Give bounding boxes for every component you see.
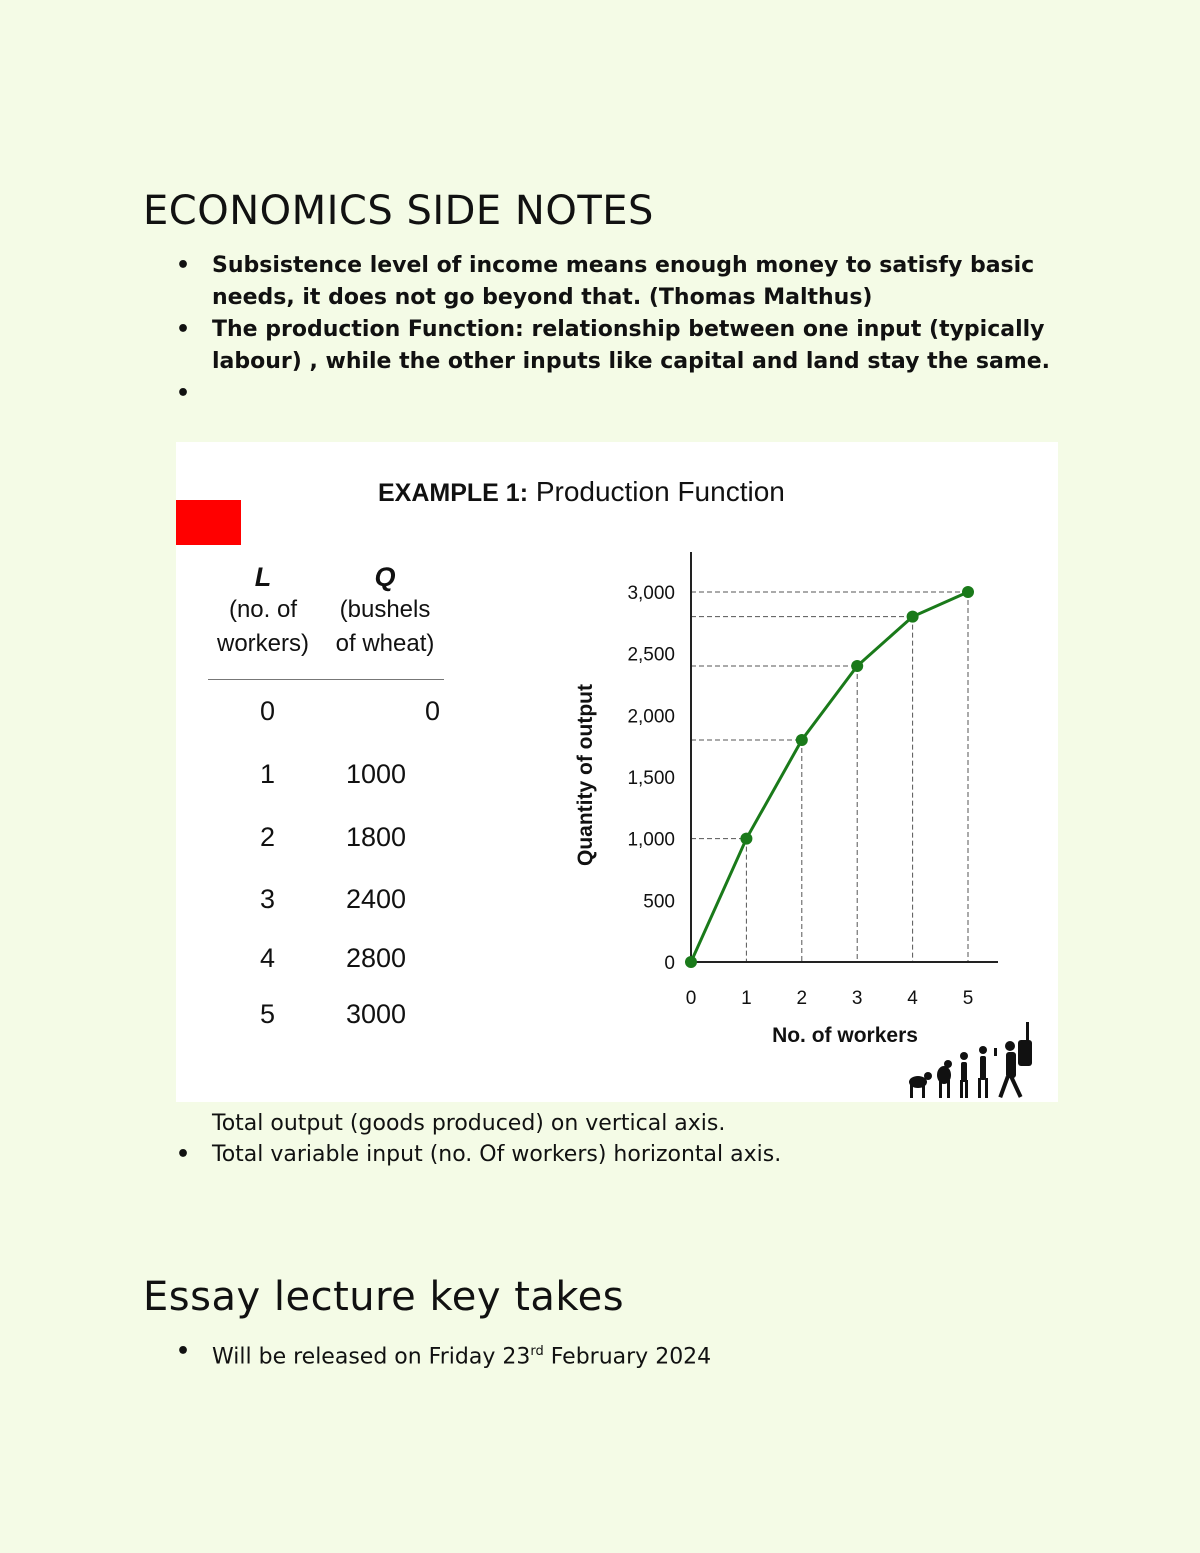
list-item (176, 1336, 711, 1372)
x-axis-label: No. of workers (772, 1024, 918, 1047)
production-chart (176, 442, 1058, 1102)
table-header-l-sub2: workers) (216, 630, 309, 657)
data-point (962, 586, 974, 598)
table-header-l-label: L (254, 562, 272, 592)
essay-list (176, 1336, 711, 1372)
figure-title-bold: EXAMPLE 1: (378, 479, 529, 507)
table-cell-q: 1800 (346, 822, 407, 852)
table-cell-l: 2 (260, 822, 276, 852)
list-item: • Total variable input (no. Of workers) horizontal axis. (176, 1139, 1076, 1170)
series-line (691, 592, 968, 962)
x-tick-label: 1 (741, 988, 752, 1009)
figure-title-rest: Production Function (535, 476, 785, 507)
data-point (796, 734, 808, 746)
data-point (740, 833, 752, 845)
y-tick-label: 0 (664, 953, 675, 974)
table-cell-q: 1000 (346, 759, 407, 789)
data-point (907, 611, 919, 623)
y-tick-label: 2,000 (627, 706, 675, 728)
y-axis-label: Quantity of output (574, 684, 597, 866)
table-cell-q: 3000 (346, 999, 407, 1029)
essay-date-text: Will be released on Friday 23 (212, 1344, 531, 1370)
x-tick-label: 3 (851, 988, 863, 1009)
x-tick-label: 4 (907, 988, 918, 1009)
essay-date-suffix: rd (530, 1344, 544, 1359)
evolution-silhouette-icon (906, 1020, 1046, 1102)
axis-notes (176, 1108, 1076, 1170)
y-tick-label: 500 (643, 891, 675, 913)
table-cell-q: 2800 (346, 943, 407, 973)
table-cell-l: 0 (260, 696, 276, 726)
data-point (851, 660, 863, 672)
list-item (176, 378, 1056, 410)
table-header-q-sub2: of wheat) (335, 630, 435, 657)
list-item: Total output (goods produced) on vertical axis. (212, 1111, 726, 1136)
page-title: ECONOMICS SIDE NOTES (143, 188, 654, 234)
table-header-q-sub1: (bushels (339, 596, 431, 623)
list-item: • Subsistence level of income means enough money to satisfy basic needs, it does not go beyond that. (Thomas Malthus) (176, 250, 1056, 314)
list-item: • The production Function: relationship between one input (typically labour) , while the other inputs like capital and land stay the same. (176, 314, 1056, 378)
y-tick-label: 1,000 (627, 829, 675, 851)
table-cell-l: 5 (260, 999, 276, 1029)
table-cell-l: 1 (260, 759, 276, 789)
table-header-l-sub1: (no. of (228, 596, 298, 623)
section-title: Essay lecture key takes (143, 1274, 625, 1320)
y-tick-label: 1,500 (627, 768, 675, 789)
table-cell-q: 2400 (346, 884, 407, 914)
production-function-figure (176, 442, 1058, 1102)
essay-date-rest: February 2024 (543, 1344, 712, 1370)
table-cell-q: 0 (424, 696, 440, 726)
notes-list (176, 250, 1056, 410)
table-cell-l: 4 (260, 943, 276, 973)
x-tick-label: 0 (685, 988, 697, 1009)
table-cell-l: 3 (260, 884, 276, 914)
y-tick-label: 3,000 (627, 583, 675, 604)
x-tick-label: 2 (796, 988, 808, 1009)
x-tick-label: 5 (962, 988, 974, 1009)
data-point (685, 956, 697, 968)
table-header-q-label: Q (374, 562, 396, 592)
y-tick-label: 2,500 (627, 644, 675, 666)
